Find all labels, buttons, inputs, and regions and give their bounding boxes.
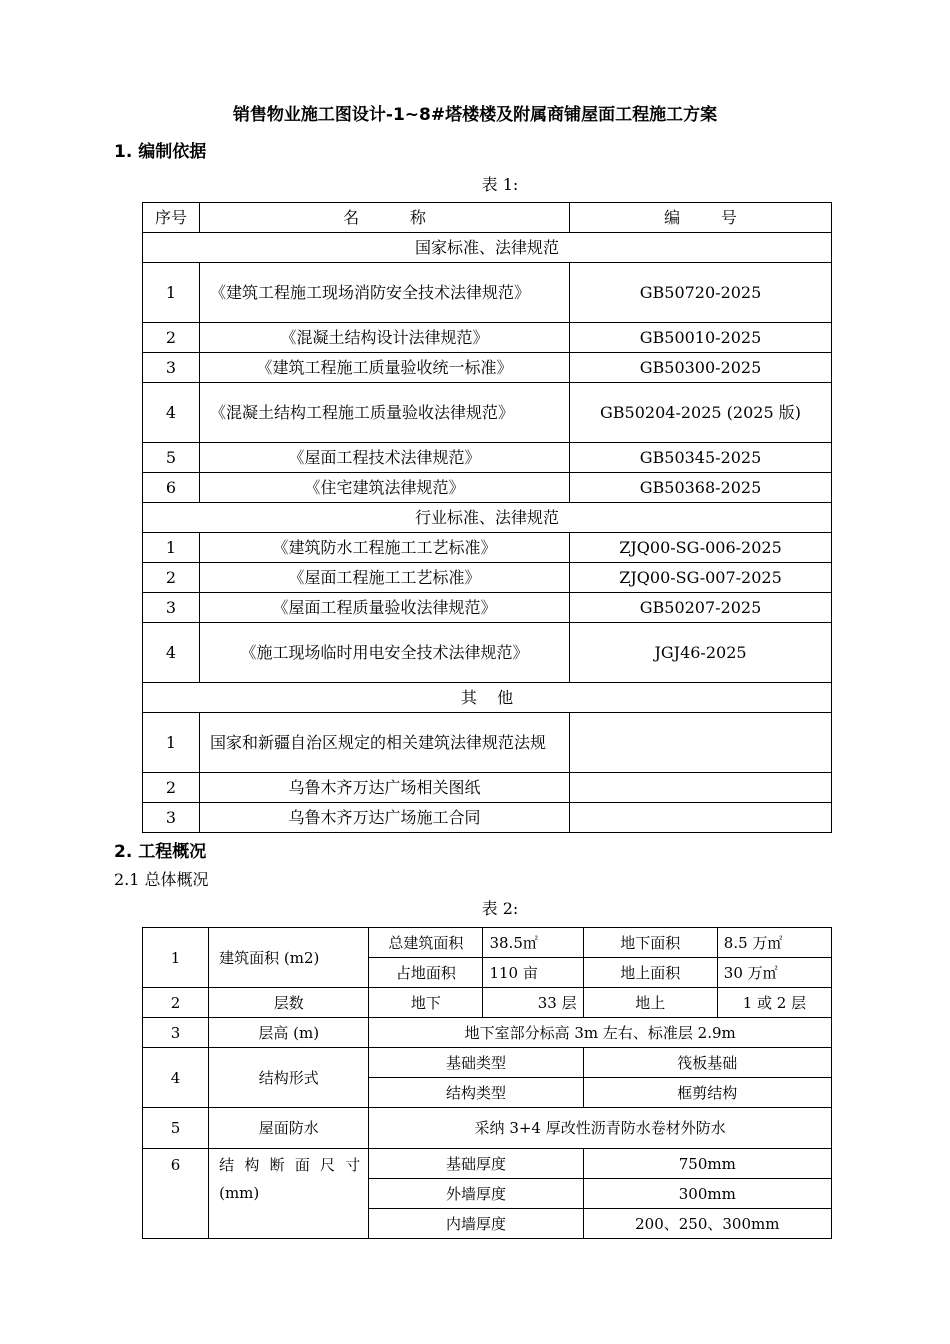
subsection-heading-general: 2.1 总体概况 bbox=[114, 870, 209, 889]
table-row bbox=[143, 443, 832, 473]
cell-value: 框剪结构 bbox=[583, 1078, 831, 1108]
cell-value: 地下 bbox=[369, 988, 483, 1018]
cell-value: 8.5 万㎡ bbox=[717, 928, 831, 958]
row-code bbox=[570, 803, 832, 833]
cell-value: 筏板基础 bbox=[583, 1048, 831, 1078]
cell-label: 占地面积 bbox=[369, 958, 483, 988]
cell-label: 外墙厚度 bbox=[369, 1179, 583, 1209]
row-no: 6 bbox=[143, 473, 200, 503]
row-code: GB50300-2025 bbox=[570, 353, 832, 383]
row-name: 国家和新疆自治区规定的相关建筑法律规范法规 bbox=[200, 713, 570, 773]
row-name: 《混凝土结构工程施工质量验收法律规范》 bbox=[200, 383, 570, 443]
row-code: ZJQ00-SG-007-2025 bbox=[570, 563, 832, 593]
cell-value: 750mm bbox=[583, 1149, 831, 1179]
group-national: 国家标准、法律规范 bbox=[143, 233, 832, 263]
cell-value: 38.5㎡ bbox=[483, 928, 583, 958]
row-code: JGJ46-2025 bbox=[570, 623, 832, 683]
row-code: GB50345-2025 bbox=[570, 443, 832, 473]
table-row bbox=[143, 563, 832, 593]
row-no: 2 bbox=[143, 988, 209, 1018]
cell-value: 200、250、300mm bbox=[583, 1209, 831, 1239]
group-row bbox=[143, 683, 832, 713]
cell-label: 基础厚度 bbox=[369, 1149, 583, 1179]
cell-value: 1 或 2 层 bbox=[717, 988, 831, 1018]
group-other: 其 他 bbox=[143, 683, 832, 713]
row-code bbox=[570, 713, 832, 773]
row-no: 2 bbox=[143, 773, 200, 803]
table-row bbox=[143, 773, 832, 803]
header-name: 名 称 bbox=[200, 203, 570, 233]
row-name: 乌鲁木齐万达广场施工合同 bbox=[200, 803, 570, 833]
row-no: 2 bbox=[143, 323, 200, 353]
table-row bbox=[143, 1108, 832, 1149]
row-no: 4 bbox=[143, 623, 200, 683]
cell-label: 总建筑面积 bbox=[369, 928, 483, 958]
row-no: 3 bbox=[143, 803, 200, 833]
row-name: 《住宅建筑法律规范》 bbox=[200, 473, 570, 503]
table-row bbox=[143, 988, 832, 1018]
table-row bbox=[143, 713, 832, 773]
row-name: 《屋面工程施工工艺标准》 bbox=[200, 563, 570, 593]
table-row bbox=[143, 323, 832, 353]
row-label-unit: (mm) bbox=[219, 1184, 260, 1202]
row-no: 5 bbox=[143, 1108, 209, 1149]
group-row bbox=[143, 233, 832, 263]
document-title: 销售物业施工图设计-1~8#塔楼楼及附属商铺屋面工程施工方案 bbox=[232, 105, 718, 125]
cell-label: 地下面积 bbox=[583, 928, 717, 958]
row-code: GB50204-2025 (2025 版) bbox=[570, 383, 832, 443]
table-row bbox=[143, 353, 832, 383]
row-name: 《建筑防水工程施工工艺标准》 bbox=[200, 533, 570, 563]
header-code: 编 号 bbox=[570, 203, 832, 233]
row-no: 4 bbox=[143, 383, 200, 443]
section-heading-basis: 1. 编制依据 bbox=[114, 142, 207, 162]
row-name: 乌鲁木齐万达广场相关图纸 bbox=[200, 773, 570, 803]
row-label: 结构断面尺寸 bbox=[219, 1156, 361, 1174]
row-no: 2 bbox=[143, 563, 200, 593]
row-label: 建筑面积 (m2) bbox=[209, 928, 369, 988]
row-code bbox=[570, 773, 832, 803]
table-row bbox=[143, 1149, 832, 1179]
row-code: GB50720-2025 bbox=[570, 263, 832, 323]
table-row bbox=[143, 473, 832, 503]
table2-caption: 表 2: bbox=[481, 899, 519, 918]
row-no: 3 bbox=[143, 593, 200, 623]
cell-value: 地上 bbox=[583, 988, 717, 1018]
table-header-row bbox=[143, 203, 832, 233]
cell-label: 基础类型 bbox=[369, 1048, 583, 1078]
row-no: 1 bbox=[143, 263, 200, 323]
row-name: 《混凝土结构设计法律规范》 bbox=[200, 323, 570, 353]
row-no: 1 bbox=[143, 713, 200, 773]
row-label: 结构形式 bbox=[209, 1048, 369, 1108]
row-label-cell bbox=[209, 1149, 369, 1239]
cell-value: 300mm bbox=[583, 1179, 831, 1209]
cell-label: 内墙厚度 bbox=[369, 1209, 583, 1239]
cell-value: 30 万㎡ bbox=[717, 958, 831, 988]
table-row bbox=[143, 1018, 832, 1048]
table-row bbox=[143, 928, 832, 958]
overview-table bbox=[142, 927, 832, 1239]
cell-label: 结构类型 bbox=[369, 1078, 583, 1108]
table-row bbox=[143, 623, 832, 683]
table1-caption: 表 1: bbox=[481, 175, 519, 194]
row-code: GB50368-2025 bbox=[570, 473, 832, 503]
row-no: 1 bbox=[143, 533, 200, 563]
row-no: 3 bbox=[143, 1018, 209, 1048]
row-name: 《施工现场临时用电安全技术法律规范》 bbox=[200, 623, 570, 683]
cell-value: 采纳 3+4 厚改性沥青防水卷材外防水 bbox=[369, 1108, 832, 1149]
table-row bbox=[143, 383, 832, 443]
row-code: GB50010-2025 bbox=[570, 323, 832, 353]
row-no: 5 bbox=[143, 443, 200, 473]
row-name: 《建筑工程施工现场消防安全技术法律规范》 bbox=[200, 263, 570, 323]
table-row bbox=[143, 803, 832, 833]
row-code: GB50207-2025 bbox=[570, 593, 832, 623]
table-row bbox=[143, 593, 832, 623]
section-heading-overview: 2. 工程概况 bbox=[114, 842, 207, 862]
cell-value: 地下室部分标高 3m 左右、标准层 2.9m bbox=[369, 1018, 832, 1048]
row-no: 4 bbox=[143, 1048, 209, 1108]
table-row bbox=[143, 1048, 832, 1078]
cell-value: 33 层 bbox=[483, 988, 583, 1018]
row-name: 《建筑工程施工质量验收统一标准》 bbox=[200, 353, 570, 383]
table-row bbox=[143, 533, 832, 563]
row-label: 层高 (m) bbox=[209, 1018, 369, 1048]
row-no: 6 bbox=[143, 1149, 209, 1239]
row-name: 《屋面工程技术法律规范》 bbox=[200, 443, 570, 473]
cell-value: 110 亩 bbox=[483, 958, 583, 988]
cell-label: 地上面积 bbox=[583, 958, 717, 988]
table-row bbox=[143, 263, 832, 323]
row-name: 《屋面工程质量验收法律规范》 bbox=[200, 593, 570, 623]
row-no: 1 bbox=[143, 928, 209, 988]
row-label: 层数 bbox=[209, 988, 369, 1018]
header-no: 序号 bbox=[143, 203, 200, 233]
group-industry: 行业标准、法律规范 bbox=[143, 503, 832, 533]
group-row bbox=[143, 503, 832, 533]
row-code: ZJQ00-SG-006-2025 bbox=[570, 533, 832, 563]
standards-table bbox=[142, 202, 832, 833]
row-label: 屋面防水 bbox=[209, 1108, 369, 1149]
row-no: 3 bbox=[143, 353, 200, 383]
